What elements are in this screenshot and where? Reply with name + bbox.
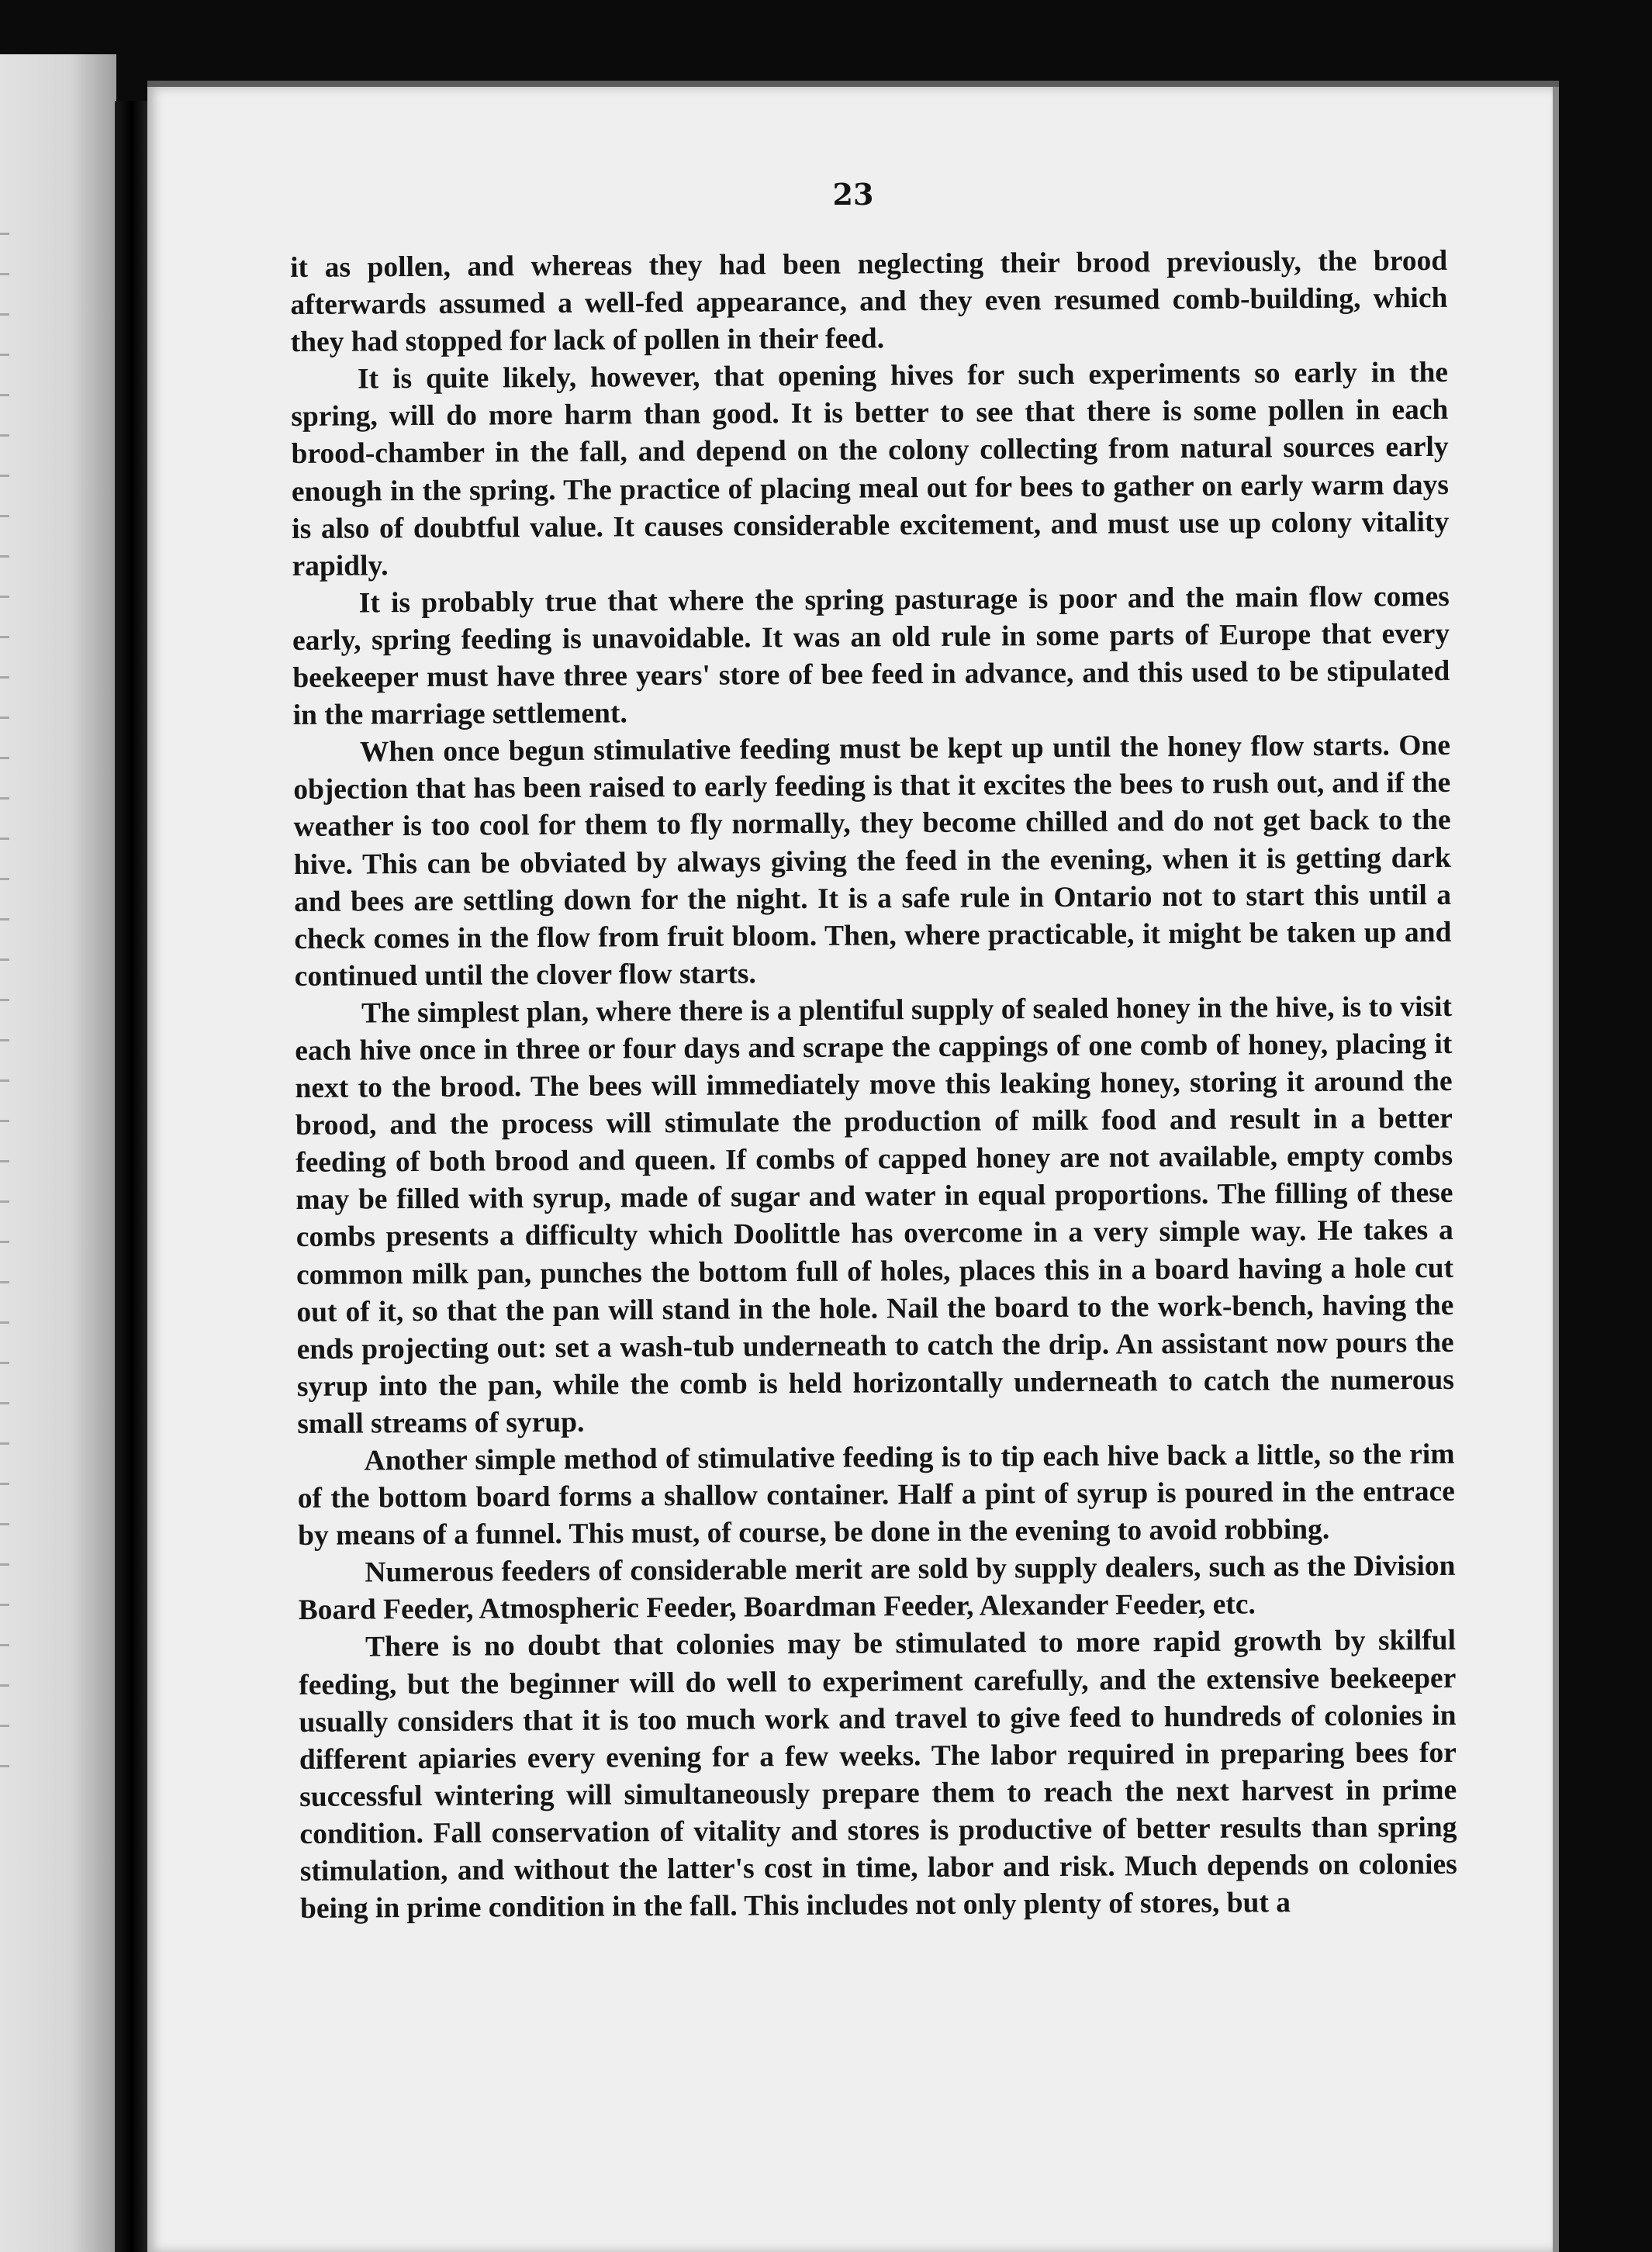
page-body-text: [290, 243, 1457, 1928]
paragraph-5: The simplest plan, where there is a plentiful supply of sealed honey in the hive, is to visit each hive once in three or four days and scrape the cappings of one comb of honey, placing it next to the brood. The bees will immediately move this leaking honey, storing it around the brood, and the process will stimulate the production of milk food and result in a better feeding of both brood and queen. If combs of capped honey are not available, empty combs may be filled with syrup, made of sugar and water in equal proportions. The filling of these combs presents a difficulty which Doolittle has overcome in a very simple way. He takes a common milk pan, punches the bottom full of holes, places this in a board having a hole cut out of it, so that the pan will stand in the hole. Nail the board to the work-bench, having the ends projecting out: set a wash-tub underneath to catch the drip. An assistant now pours the syrup into the pan, while the comb is held horizontally underneath to catch the numerous small streams of syrup.: [295, 990, 1455, 1440]
paragraph-2: It is quite likely, however, that opening hives for such experiments so early in the spring, will do more harm than good. It is better to see that there is some pollen in each brood-chamber in the fall, and depend on the colony collecting from natural sources early enough in the spring. The practice of placing meal out for bees to gather on early warm days is also of doubtful value. It causes considerable excitement, and must use up colony vitality rapidly.: [291, 357, 1450, 582]
paragraph-6: Another simple method of stimulative feeding is to tip each hive back a little, so the rim of the bottom board forms a shallow container. Half a pint of syrup is poured in the entrace by means of a funnel. This must, of course, be done in the evening to avoid robbing.: [297, 1438, 1455, 1553]
page-right-edge: [1553, 87, 1559, 2252]
left-page-print-marks: [0, 233, 9, 1784]
paragraph-8: There is no doubt that colonies may be stimulated to more rapid growth by skilful feeding, but the beginner will do well to experiment carefully, and the extensive beekeeper usually considers that it is too much work and travel to give feed to hundreds of colonies in different apiaries every evening for a few weeks. The labor required in preparing bees for successful wintering will simultaneously prepare them to reach the next harvest in prime condition. Fall conservation of vitality and stores is productive of better results than spring stimulation, and without the latter's cost in time, labor and risk. Much depends on colonies being in prime condition in the fall. This includes not only plenty of stores, but a: [299, 1625, 1457, 1926]
paragraph-1: it as pollen, and whereas they had been neglecting their brood previously, the brood afterwards assumed a well-fed appearance, and they even resumed comb-building, which they had stopped for lack of pollen in their feed.: [290, 244, 1448, 359]
page-number: 23: [832, 177, 874, 212]
paragraph-4: When once begun stimulative feeding must be kept up until the honey flow starts. One objection that has been raised to early feeding is that it excites the bees to rush out, and if the weather is too cool for them to fly normally, they become chilled and do not get back to the hive. This can be obviated by always giving the feed in the evening, when it is getting dark and bees are settling down for the night. It is a safe rule in Ontario not to start this until a check comes in the flow from fruit bloom. Then, where practicable, it might be taken up and continued until the clover flow starts.: [293, 730, 1452, 993]
paragraph-3: It is probably true that where the spring pasturage is poor and the main flow comes early, spring feeding is unavoidable. It was an old rule in some parts of Europe that every beekeeper must have three years' store of bee feed in advance, and this used to be stipulated in the marriage settlement.: [292, 580, 1450, 732]
left-page-edge: [0, 54, 116, 2252]
book-spine: [115, 101, 149, 2252]
paragraph-7: Numerous feeders of considerable merit are sold by supply dealers, such as the Division Board Feeder, Atmospheric Feeder, Boardman Feeder, Alexander Feeder, etc.: [298, 1550, 1456, 1627]
page-top-edge: [147, 81, 1559, 87]
